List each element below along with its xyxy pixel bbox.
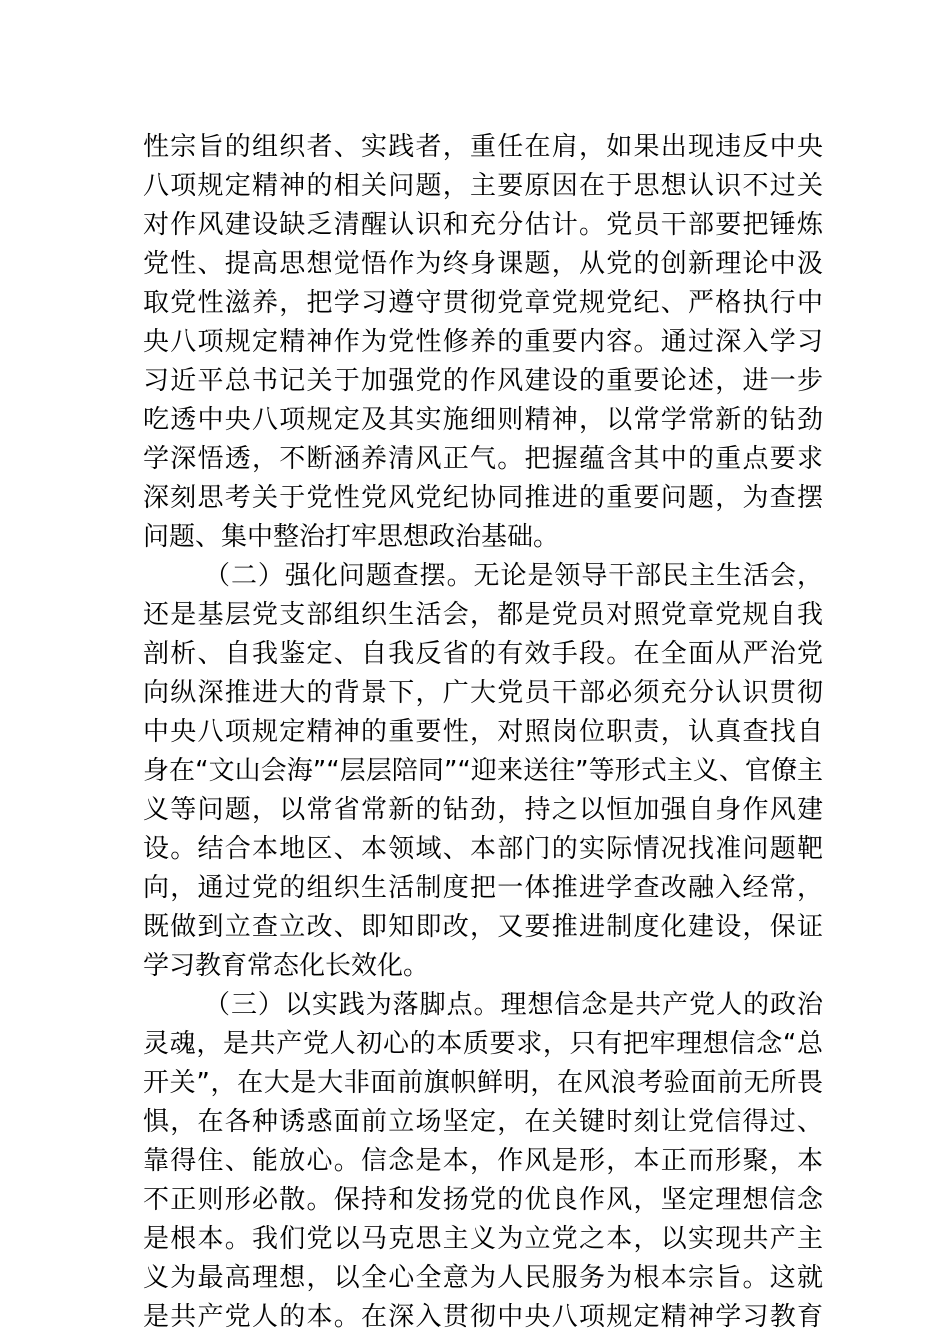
text-line: 设。结合本地区、本领域、本部门的实际情况找准问题靶: [143, 834, 823, 864]
text-line: 取党性滋养，把学习遵守贯彻党章党规党纪、严格执行中: [143, 288, 823, 318]
text-line: 问题、集中整治打牢思想政治基础。: [143, 522, 560, 552]
paragraph-first-line: （三）以实践为落脚点。理想信念是共产党人的政治: [204, 990, 823, 1020]
text-line: 是根本。我们党以马克思主义为立党之本，以实现共产主: [143, 1224, 823, 1254]
text-line: 向纵深推进大的背景下，广大党员干部必须充分认识贯彻: [143, 678, 823, 708]
text-line: 灵魂，是共产党人初心的本质要求，只有把牢理想信念“总: [143, 1029, 823, 1059]
document-body-text: [143, 128, 823, 1337]
text-line: 是共产党人的本。在深入贯彻中央八项规定精神学习教育: [143, 1302, 823, 1332]
text-line: 学习教育常态化长效化。: [143, 951, 430, 981]
text-line: 央八项规定精神作为党性修养的重要内容。通过深入学习: [143, 327, 823, 357]
text-line: 剖析、自我鉴定、自我反省的有效手段。在全面从严治党: [143, 639, 823, 669]
paragraph-first-line: （二）强化问题查摆。无论是领导干部民主生活会，: [204, 561, 823, 591]
text-line: 向，通过党的组织生活制度把一体推进学查改融入经常，: [143, 873, 823, 903]
text-line: 既做到立查立改、即知即改，又要推进制度化建设，保证: [143, 912, 823, 942]
text-line: 八项规定精神的相关问题，主要原因在于思想认识不过关: [143, 171, 823, 201]
text-line: 党性、提高思想觉悟作为终身课题，从党的创新理论中汲: [143, 249, 823, 279]
text-line: 还是基层党支部组织生活会，都是党员对照党章党规自我: [143, 600, 823, 630]
text-line: 义为最高理想，以全心全意为人民服务为根本宗旨。这就: [143, 1263, 823, 1293]
text-line: 靠得住、能放心。信念是本，作风是形，本正而形聚，本: [143, 1146, 823, 1176]
text-line: 深刻思考关于党性党风党纪协同推进的重要问题，为查摆: [143, 483, 823, 513]
text-line: 性宗旨的组织者、实践者，重任在肩，如果出现违反中央: [143, 132, 823, 162]
text-line: 吃透中央八项规定及其实施细则精神，以常学常新的钻劲: [143, 405, 823, 435]
text-line: 身在“文山会海”“层层陪同”“迎来送往”等形式主义、官僚主: [143, 756, 823, 786]
text-line: 中央八项规定精神的重要性，对照岗位职责，认真查找自: [143, 717, 823, 747]
text-line: 惧，在各种诱惑面前立场坚定，在关键时刻让党信得过、: [143, 1107, 823, 1137]
text-line: 学深悟透，不断涵养清风正气。把握蕴含其中的重点要求: [143, 444, 823, 474]
text-line: 不正则形必散。保持和发扬党的优良作风，坚定理想信念: [143, 1185, 823, 1215]
text-line: 开关”，在大是大非面前旗帜鲜明，在风浪考验面前无所畏: [143, 1068, 823, 1098]
text-line: 习近平总书记关于加强党的作风建设的重要论述，进一步: [143, 366, 823, 396]
text-line: 义等问题，以常省常新的钻劲，持之以恒加强自身作风建: [143, 795, 823, 825]
text-line: 对作风建设缺乏清醒认识和充分估计。党员干部要把锤炼: [143, 210, 823, 240]
